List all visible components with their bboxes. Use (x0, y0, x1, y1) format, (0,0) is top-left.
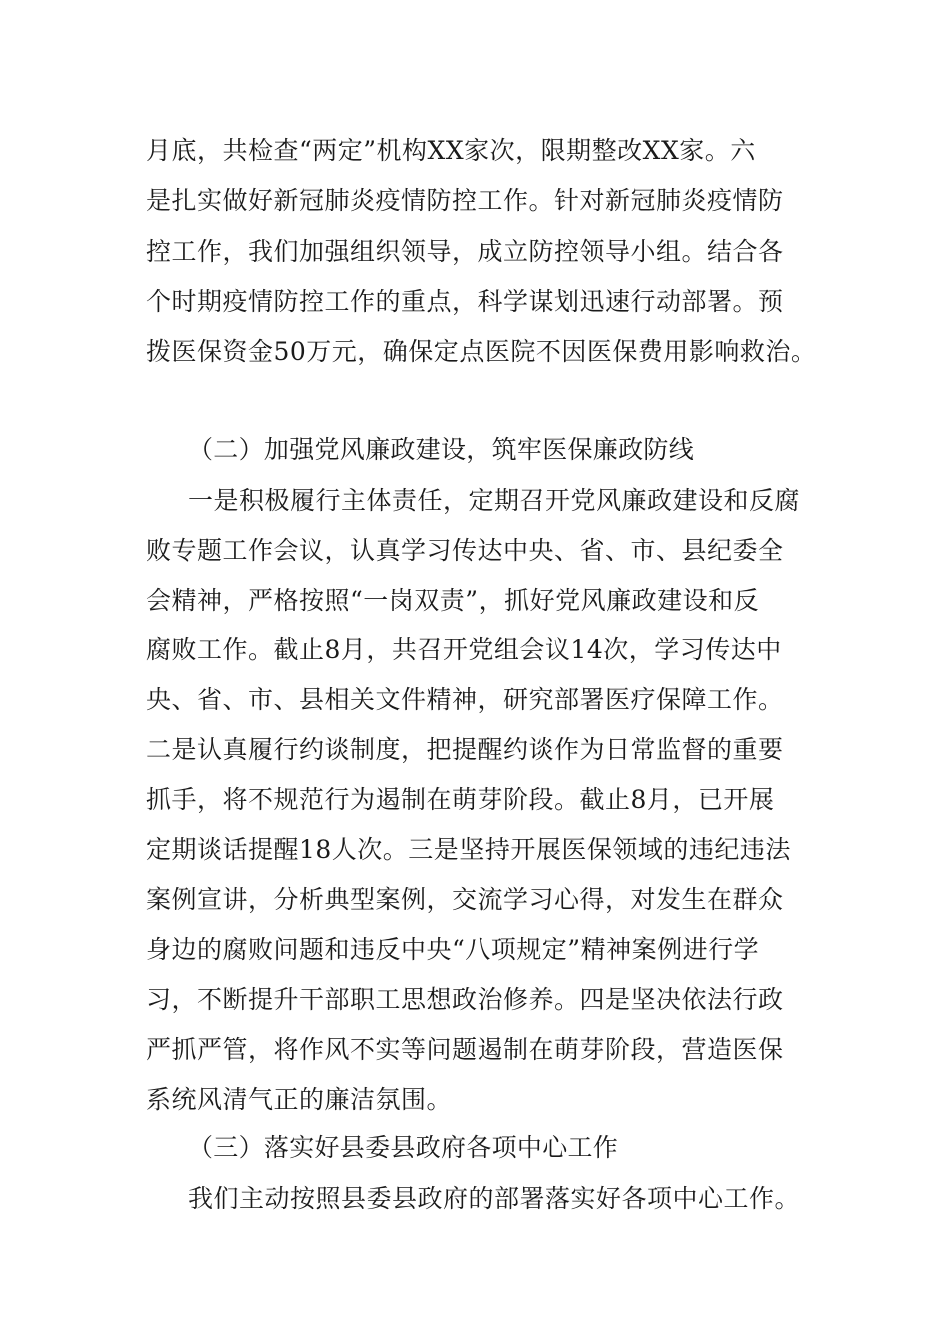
paragraph-line: 案例宣讲，分析典型案例，交流学习心得，对发生在群众 (146, 885, 784, 914)
paragraph-line: 会精神，严格按照“一岗双责”，抓好党风廉政建设和反 (146, 586, 760, 615)
paragraph-line: 抓手，将不规范行为遏制在萌芽阶段。截止8月，已开展 (146, 785, 775, 814)
paragraph-line: 是扎实做好新冠肺炎疫情防控工作。针对新冠肺炎疫情防 (146, 186, 784, 215)
paragraph-line: 腐败工作。截止8月，共召开党组会议14次，学习传达中 (146, 635, 782, 664)
paragraph-line: 个时期疫情防控工作的重点，科学谋划迅速行动部署。预 (146, 287, 784, 316)
paragraph-line: 月底，共检查“两定”机构XX家次，限期整改XX家。六 (146, 136, 756, 165)
paragraph-line: 败专题工作会议，认真学习传达中央、省、市、县纪委全 (146, 536, 784, 565)
paragraph-line: 习，不断提升干部职工思想政治修养。四是坚决依法行政 (146, 985, 784, 1014)
section-heading-2: （二）加强党风廉政建设，筑牢医保廉政防线 (188, 435, 695, 464)
paragraph-line: 身边的腐败问题和违反中央“八项规定”精神案例进行学 (146, 935, 760, 964)
paragraph-line: 我们主动按照县委县政府的部署落实好各项中心工作。 (188, 1184, 801, 1213)
paragraph-line: 控工作，我们加强组织领导，成立防控领导小组。结合各 (146, 237, 784, 266)
paragraph-line: 拨医保资金50万元，确保定点医院不因医保费用影响救治。 (146, 337, 817, 366)
paragraph-line: 一是积极履行主体责任，定期召开党风廉政建设和反腐 (188, 486, 801, 515)
paragraph-line: 定期谈话提醒18人次。三是坚持开展医保领域的违纪违法 (146, 835, 791, 864)
paragraph-line: 二是认真履行约谈制度，把提醒约谈作为日常监督的重要 (146, 735, 784, 764)
section-heading-3: （三）落实好县委县政府各项中心工作 (188, 1133, 619, 1162)
paragraph-line: 系统风清气正的廉洁氛围。 (146, 1085, 453, 1114)
paragraph-line: 央、省、市、县相关文件精神，研究部署医疗保障工作。 (146, 685, 784, 714)
paragraph-line: 严抓严管，将作风不实等问题遏制在萌芽阶段，营造医保 (146, 1035, 784, 1064)
